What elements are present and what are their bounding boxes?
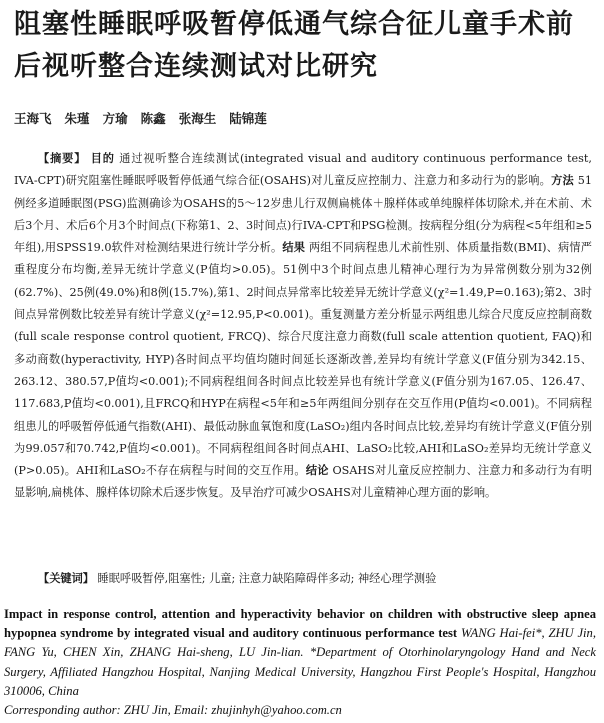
english-authors: WANG Hai-fei*, ZHU Jin, FANG Yu, CHEN Xin, ZHANG Hai-sheng, LU Jin-lian. <box>4 626 596 660</box>
conclusion-label: 结论 <box>305 464 329 478</box>
chinese-title: 阻塞性睡眠呼吸暂停低通气综合征儿童手术前后视听整合连续测试对比研究 <box>14 9 574 82</box>
chinese-abstract <box>14 148 592 505</box>
conclusion-text: OSAHS对儿童反应控制力、注意力和多动行为有明显影响,扁桃体、腺样体切除术后逐步恢复。及早治疗可减少OSAHS对儿童精神心理方面的影响。 <box>14 464 592 500</box>
abstract-label: 【摘要】 <box>38 152 87 165</box>
results-label: 结果 <box>282 241 306 255</box>
methods-text: 51例经多道睡眠图(PSG)监测确诊为OSAHS的5～12岁患儿行双侧扁桃体＋腺样体或单纯腺样体切除术,并在术前、术后3个月、术后6个月3个时间点(下称第1、2、3时间点)行IVA-CPT和PSG检测。按病程分组(分为病程<5年组和≥5年组),用SPSS19.0软件对检测结果进行统计学分析。 <box>14 174 592 255</box>
objective-text: 通过视听整合连续测试(integrated visual and auditory continuous performance test, IVA-CPT)研究阻塞性睡眠呼吸暂停低通气综合征(OSAHS)对儿童反应控制力、注意力和多动行为的影响。 <box>14 152 592 188</box>
english-title: Impact in response control, attention and hyperactivity behavior on children with obstructive sleep apnea hypopnea syndrome by integrated visual and auditory continuous performance test <box>4 607 596 641</box>
english-affiliation: *Department of Otorhinolaryngology Hand and Neck Surgery, Affiliated Hangzhou Hospital, Nanjing Medical University, Hangzhou First People's Hospital, Hangzhou 310006, China <box>4 645 596 698</box>
results-text: 两组不同病程患儿术前性别、体质量指数(BMI)、病情严重程度分布均衡,差异无统计学意义(P值均>0.05)。51例中3个时间点患儿精神心理行为为异常例数分别为32例(62.7%)、25例(49.0%)和8例(15.7%),第1、2时间点异常率比较差异无统计学意义(χ²=1.49,P=0.163);第2、3时间点异常例数比较差异有统计学意义(χ²=12.95,P<0.001)。重复测量方差分析显示两组患儿综合尺度反应控制商数(full scale response control quotient, FRCQ)、综合尺度注意力商数(full scale attention quotient, FAQ)和多动商数(hyperactivity, HYP)各时间点平均值均随时间延长逐渐改善,差异均有统计学意义(F值分别为342.15、263.12、380.57,P值均<0.001);不同病程组间各时间点比较差异也有统计学意义(F值分别为167.05、126.47、117.683,P值均<0.001),且FRCQ和HYP在病程<5年和≥5年两组间分别存在交互作用(P值均<0.001)。不同病程组患儿的呼吸暂停低通气指数(AHI)、最低动脉血氧饱和度(LaSO₂)组内各时间点比较,差异均有统计学意义(F值分别为99.057和70.742,P值均<0.001)。不同病程组间各时间点AHI、LaSO₂比较,AHI和LaSO₂差异均无统计学意义(P>0.05)。AHI和LaSO₂不存在病程与时间的交互作用。 <box>14 241 592 478</box>
corresponding-author: Corresponding author: ZHU Jin, Email: zhujinhyh@yahoo.com.cn <box>4 703 342 718</box>
chinese-keywords <box>14 569 592 589</box>
keywords-label: 【关键词】 <box>38 572 94 585</box>
chinese-authors: 王海飞 朱瑾 方瑜 陈鑫 张海生 陆锦莲 <box>14 111 267 126</box>
objective-label: 目的 <box>90 152 115 165</box>
keywords-text: 睡眠呼吸暂停,阻塞性; 儿童; 注意力缺陷障碍伴多动; 神经心理学测验 <box>97 572 437 585</box>
methods-label: 方法 <box>551 174 574 188</box>
english-abstract-header <box>4 605 596 720</box>
